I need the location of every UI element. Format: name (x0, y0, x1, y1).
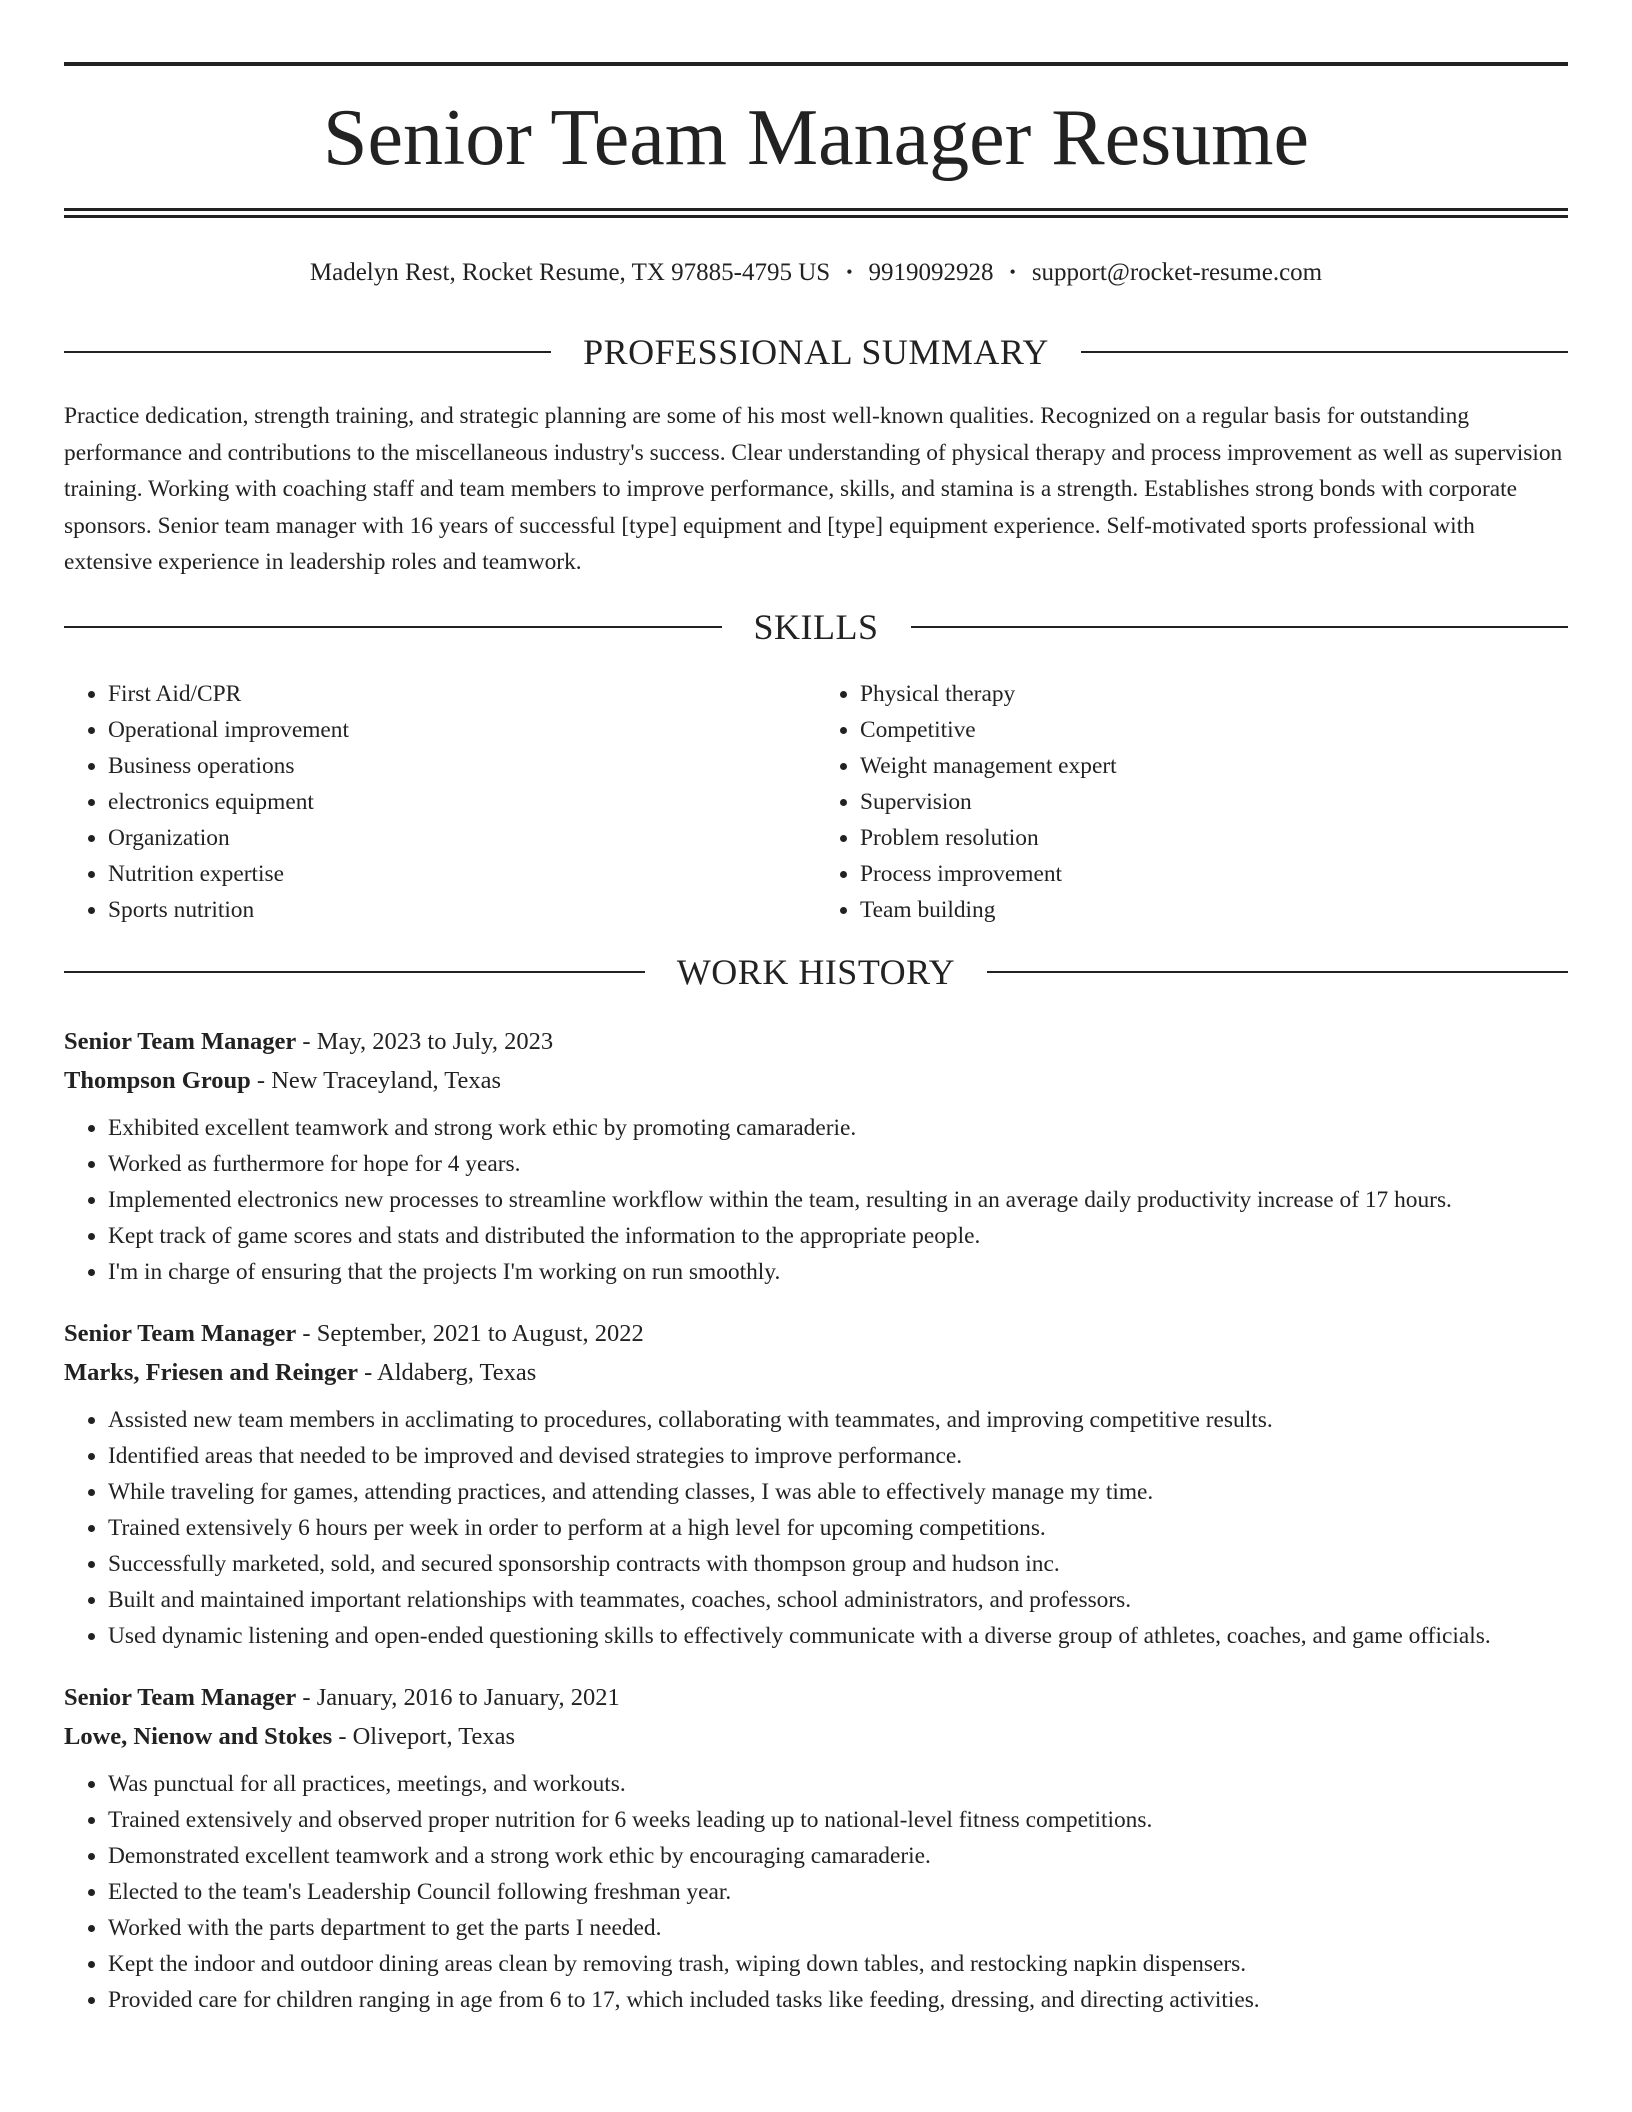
job-entry (64, 1314, 1568, 1654)
job-dates: - May, 2023 to July, 2023 (296, 1028, 554, 1055)
job-bullet: • Elected to the team's Leadership Council following freshman year. (108, 1874, 1568, 1910)
skills-list (64, 676, 1568, 928)
job-bullet: • Kept the indoor and outdoor dining areas clean by removing trash, wiping down tables, and restocking napkin dispensers. (108, 1946, 1568, 1982)
job-bullet: • I'm in charge of ensuring that the projects I'm working on run smoothly. (108, 1254, 1568, 1290)
skill-item: • Sports nutrition (108, 892, 816, 928)
job-title-line (64, 1022, 1568, 1061)
job-dates: - September, 2021 to August, 2022 (296, 1320, 644, 1347)
job-title: Senior Team Manager (64, 1320, 297, 1347)
job-company-line (64, 1717, 1568, 1756)
job-location: - Oliveport, Texas (332, 1723, 516, 1750)
job-bullet: • Worked with the parts department to get the parts I needed. (108, 1910, 1568, 1946)
job-bullets (64, 1402, 1568, 1654)
job-bullet: • Implemented electronics new processes to streamline workflow within the team, resulting in an average daily productivity increase of 17 hours. (108, 1182, 1568, 1218)
section-title: WORK HISTORY (676, 952, 956, 992)
section-heading-skills (64, 605, 1568, 649)
skill-item: • Organization (108, 820, 816, 856)
heading-rule-left (64, 351, 551, 353)
heading-rule-left (64, 971, 645, 973)
job-title: Senior Team Manager (64, 1684, 297, 1711)
job-bullet: • Successfully marketed, sold, and secured sponsorship contracts with thompson group and hudson inc. (108, 1546, 1568, 1582)
job-bullet: • Identified areas that needed to be improved and devised strategies to improve performance. (108, 1438, 1568, 1474)
skill-item: • Competitive (860, 712, 1568, 748)
job-company-line (64, 1353, 1568, 1392)
skill-item: • Nutrition expertise (108, 856, 816, 892)
skill-item: • Operational improvement (108, 712, 816, 748)
job-bullet: • Was punctual for all practices, meetings, and workouts. (108, 1766, 1568, 1802)
skills-column-right (816, 676, 1568, 928)
job-title-line (64, 1678, 1568, 1717)
job-bullets (64, 1766, 1568, 2018)
section-title: SKILLS (753, 607, 879, 647)
heading-rule-right (911, 626, 1569, 628)
skill-item: • electronics equipment (108, 784, 816, 820)
contact-phone: 9919092928 (868, 259, 994, 286)
job-location: - New Traceyland, Texas (250, 1067, 502, 1094)
resume-title: Senior Team Manager Resume (323, 94, 1309, 182)
job-bullet: • Trained extensively 6 hours per week in order to perform at a high level for upcoming competitions. (108, 1510, 1568, 1546)
job-company: Thompson Group (64, 1067, 251, 1094)
job-bullet: • Worked as furthermore for hope for 4 years. (108, 1146, 1568, 1182)
job-entry (64, 1022, 1568, 1290)
contact-address: Madelyn Rest, Rocket Resume, TX 97885-4795 US (309, 259, 831, 286)
contact-email: support@rocket-resume.com (1031, 259, 1323, 286)
skill-item: • Problem resolution (860, 820, 1568, 856)
heading-rule-left (64, 626, 722, 628)
job-bullet: • Built and maintained important relationships with teammates, coaches, school administrators, and professors. (108, 1582, 1568, 1618)
job-bullets (64, 1110, 1568, 1290)
skill-item: • Process improvement (860, 856, 1568, 892)
contact-separator: • (846, 262, 853, 282)
job-company: Lowe, Nienow and Stokes (64, 1723, 333, 1750)
skill-item: • Supervision (860, 784, 1568, 820)
job-company: Marks, Friesen and Reinger (64, 1359, 358, 1386)
skills-column-left (64, 676, 816, 928)
contact-line (64, 254, 1568, 291)
section-heading-summary (64, 330, 1568, 374)
top-rule (64, 62, 1568, 66)
job-bullet: • Used dynamic listening and open-ended questioning skills to effectively communicate with a diverse group of athletes, coaches, and game officials. (108, 1618, 1568, 1654)
heading-rule-right (1081, 351, 1568, 353)
skill-item: • Weight management expert (860, 748, 1568, 784)
summary-paragraph: Practice dedication, strength training, and strategic planning are some of his most well-known qualities. Recognized on a regular basis for outstanding performance and contributions to the miscellaneous industry's success. Clear understanding of physical therapy and process improvement as well as supervision training. Working with coaching staff and team members to improve performance, skills, and stamina is a strength. Establishes strong bonds with corporate sponsors. Senior team manager with 16 years of successful [type] equipment and [type] equipment experience. Self-motivated sports professional with extensive experience in leadership roles and teamwork. (64, 403, 1563, 575)
job-bullet: • Assisted new team members in acclimating to procedures, collaborating with teammates, and improving competitive results. (108, 1402, 1568, 1438)
skill-item: • Team building (860, 892, 1568, 928)
job-bullet: • Trained extensively and observed proper nutrition for 6 weeks leading up to national-level fitness competitions. (108, 1802, 1568, 1838)
title-double-rule (64, 208, 1568, 218)
skill-item: • First Aid/CPR (108, 676, 816, 712)
job-bullet: • Exhibited excellent teamwork and strong work ethic by promoting camaraderie. (108, 1110, 1568, 1146)
work-history-list (64, 1022, 1568, 2042)
skill-item: • Physical therapy (860, 676, 1568, 712)
job-entry (64, 1678, 1568, 2018)
job-title-line (64, 1314, 1568, 1353)
contact-separator: • (1009, 262, 1016, 282)
section-title: PROFESSIONAL SUMMARY (583, 332, 1049, 372)
section-heading-work-history (64, 950, 1568, 994)
skill-item: • Business operations (108, 748, 816, 784)
job-bullet: • Provided care for children ranging in age from 6 to 17, which included tasks like feeding, dressing, and directing activities. (108, 1982, 1568, 2018)
job-bullet: • While traveling for games, attending practices, and attending classes, I was able to effectively manage my time. (108, 1474, 1568, 1510)
job-location: - Aldaberg, Texas (357, 1359, 537, 1386)
job-title: Senior Team Manager (64, 1028, 297, 1055)
job-bullet: • Kept track of game scores and stats and distributed the information to the appropriate people. (108, 1218, 1568, 1254)
job-company-line (64, 1061, 1568, 1100)
job-dates: - January, 2016 to January, 2021 (296, 1684, 620, 1711)
heading-rule-right (987, 971, 1568, 973)
job-bullet: • Demonstrated excellent teamwork and a strong work ethic by encouraging camaraderie. (108, 1838, 1568, 1874)
